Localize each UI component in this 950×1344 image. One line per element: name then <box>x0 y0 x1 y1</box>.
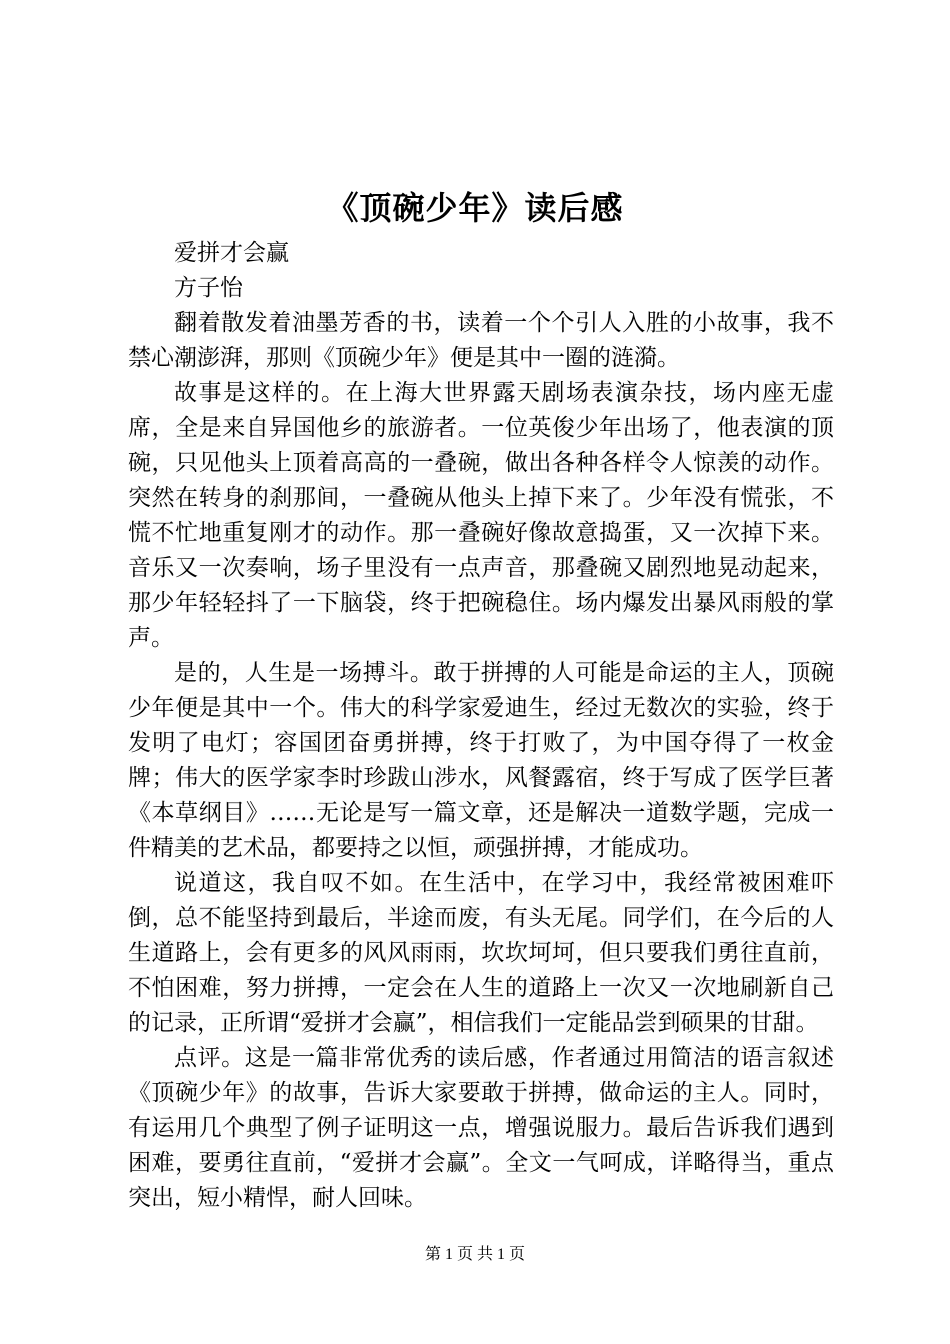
paragraph-5: 点评。这是一篇非常优秀的读后感，作者通过用简洁的语言叙述《顶碗少年》的故事，告诉大家要敢于拼搏，做命运的主人。同时，有运用几个典型了例子证明这一点，增强说服力。最后告诉我们遇到困难，要勇往直前，“爱拼才会赢”。全文一气呵成，详略得当，重点突出，短小精悍，耐人回味。 <box>128 1045 834 1211</box>
paragraph-3: 是的，人生是一场搏斗。敢于拼搏的人可能是命运的主人，顶碗少年便是其中一个。伟大的科学家爱迪生，经过无数次的实验，终于发明了电灯；容国团奋勇拼搏，终于打败了，为中国夺得了一枚金牌；伟大的医学家李时珍跋山涉水，风餐露宿，终于写成了医学巨著《本草纲目》……无论是写一篇文章，还是解决一道数学题，完成一件精美的艺术品，都要持之以恒，顽强拼搏，才能成功。 <box>128 660 834 861</box>
paragraph-4: 说道这，我自叹不如。在生活中，在学习中，我经常被困难吓倒，总不能坚持到最后，半途而废，有头无尾。同学们，在今后的人生道路上，会有更多的风风雨雨，坎坎坷坷，但只要我们勇往直前，不怕困难，努力拼搏，一定会在人生的道路上一次又一次地刷新自己的记录，正所谓“爱拼才会赢”，相信我们一定能品尝到硕果的甘甜。 <box>128 870 834 1036</box>
subtitle-line: 爱拼才会赢 <box>174 240 289 266</box>
page-footer: 第 1 页 共 1 页 <box>424 1246 525 1263</box>
author-line: 方子怡 <box>174 275 243 301</box>
document-title: 《顶碗少年》读后感 <box>326 189 624 227</box>
paragraph-2: 故事是这样的。在上海大世界露天剧场表演杂技，场内座无虚席，全是来自异国他乡的旅游者。一位英俊少年出场了，他表演的顶碗，只见他头上顶着高高的一叠碗，做出各种各样令人惊羡的动作。突然在转身的刹那间，一叠碗从他头上掉下来了。少年没有慌张，不慌不忙地重复刚才的动作。那一叠碗好像故意捣蛋，又一次掉下来。音乐又一次奏响，场子里没有一点声音，那叠碗又剧烈地晃动起来，那少年轻轻抖了一下脑袋，终于把碗稳住。场内爆发出暴风雨般的掌声。 <box>128 380 834 651</box>
document-body <box>128 236 834 1216</box>
paragraph-1: 翻着散发着油墨芳香的书，读着一个个引人入胜的小故事，我不禁心潮澎湃，那则《顶碗少年》便是其中一圈的涟漪。 <box>128 310 834 371</box>
